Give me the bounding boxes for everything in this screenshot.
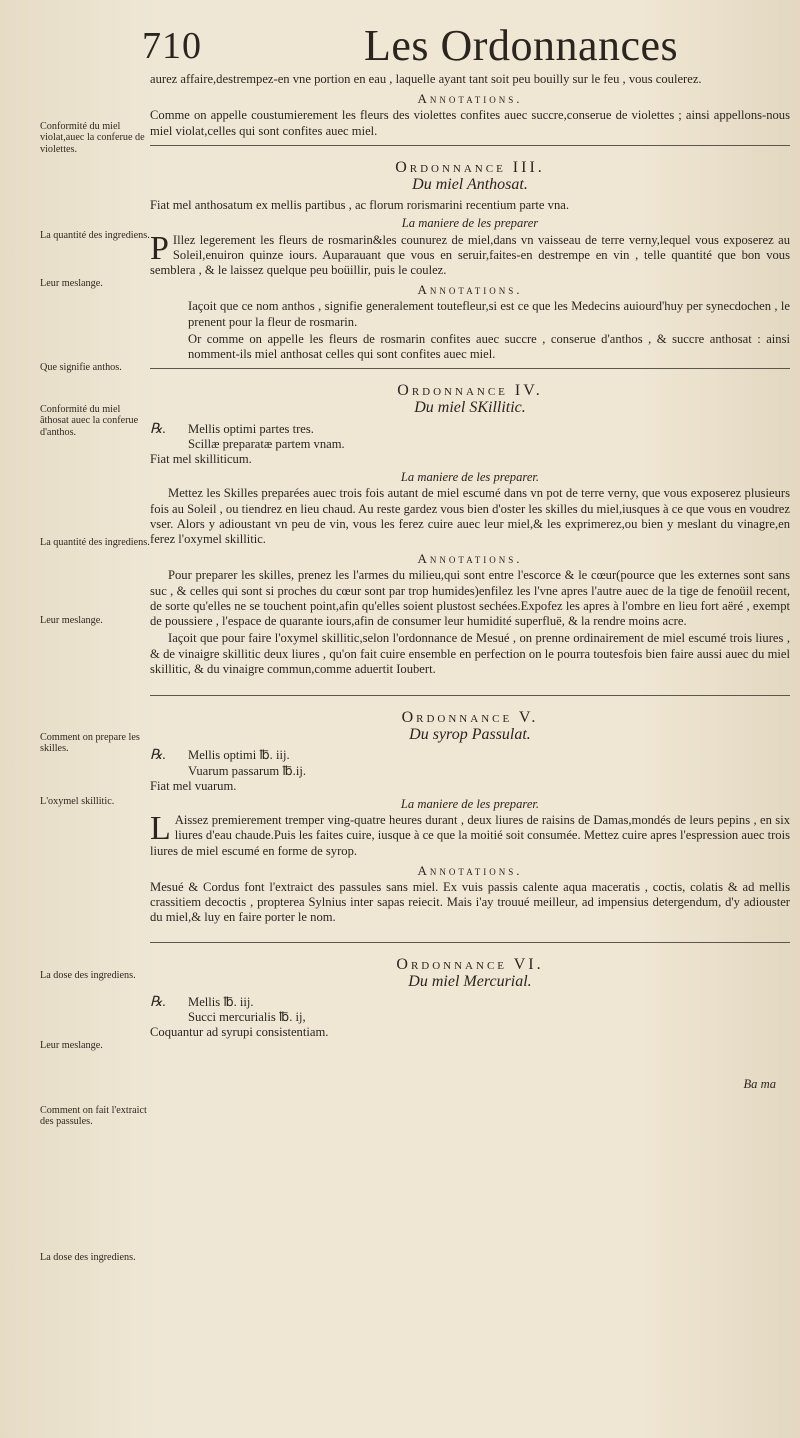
recipe-symbol: ℞. <box>150 994 167 1010</box>
page-body <box>150 72 790 1092</box>
catchword: Ba ma <box>743 1076 776 1091</box>
ingredient: Succi mercurialis ℔. ij, <box>188 1010 306 1025</box>
margin-note: Comment on prepare les skilles. <box>40 732 140 755</box>
margin-note: Leur meslange. <box>40 615 103 626</box>
preparation-paragraph <box>150 229 790 279</box>
section-rule <box>150 695 790 696</box>
recipe-symbol: ℞. <box>150 421 167 437</box>
ordonnance-subtitle: Du miel SKillitic. <box>414 399 526 417</box>
margin-note: La dose des ingrediens. <box>40 1252 136 1263</box>
margin-note: Conformité du miel violat,auec la conferue de violettes. <box>40 121 145 155</box>
section-rule <box>150 145 790 146</box>
preparation-heading: La maniere de les preparer <box>401 216 539 231</box>
preparation-heading: La maniere de les preparer. <box>400 470 540 485</box>
page-number: 710 <box>142 25 202 67</box>
formula: Fiat mel anthosatum ex mellis partibus , ac florum rorismarini recentium parte vna. <box>150 198 569 213</box>
ordonnance-heading: Ordonnance III. <box>395 158 545 176</box>
annotation-paragraph: Iaçoit que pour faire l'oxymel skillitic,selon l'ordonnance de Mesué , on prenne ordinairement de miel escumé trois liures , & de vinaigre skillitic deux liures , qu'on fait cuire ensemble en perfection on le pourra toutesfois bien faire aussi auec du miel skillitic, & du vinaigre commun,comme aduertit Ioubert. <box>150 631 790 676</box>
annotations-heading: Annotations. <box>417 551 523 567</box>
margin-note: La quantité des ingrediens. <box>40 537 150 548</box>
page-header <box>140 18 780 68</box>
margin-note: Que signifie anthos. <box>40 362 122 373</box>
annotation-paragraph: Comme on appelle coustumierement les fleurs des violettes confites auec succre,conserue de violettes ; ainsi appellons-nous miel violat,celles qui sont confites auec miel. <box>150 108 790 138</box>
preparation-text: Aissez premierement tremper ving-quatre heures durant , deux liures de raisins de Damas,mondés de leurs pepins , en six liures d'eau chaude.Puis les faites cuire, iusque à ce que la moitié soit consumée. Mettez cuire apres l'espression auec trois liures de miel escumé en forme de syrop. <box>150 813 790 858</box>
margin-note: Leur meslange. <box>40 1040 103 1051</box>
ordonnance-heading: Ordonnance VI. <box>396 955 544 973</box>
annotation-paragraph: Iaçoit que ce nom anthos , signifie generalement toutefleur,si est ce que les Medecins auiourd'huy per synecdochen , le prenent pour la fleur de rosmarin. <box>188 299 790 329</box>
preparation-text: Illez legerement les fleurs de rosmarin&les counurez de miel,dans vn vaisseau de terre verny,lequel vous exposerez au Soleil,enuiron quinze iours. Auparauant que vous en seruir,faites-en destrempe en vin , telle quantité que bon vous semblera , & le laissez quelque peu boüillir, puis le coulez. <box>150 232 790 278</box>
formula: Fiat mel skilliticum. <box>150 452 252 467</box>
margin-note: Comment on fait l'extraict des passules. <box>40 1105 147 1128</box>
section-rule <box>150 368 790 369</box>
ingredient: Mellis ℔. iij. <box>188 994 254 1009</box>
margin-note: L'oxymel skillitic. <box>40 796 115 807</box>
margin-note: La quantité des ingrediens. <box>40 230 150 241</box>
annotations-heading: Annotations. <box>417 282 523 298</box>
recipe-symbol: ℞. <box>150 748 167 764</box>
margin-note: Conformité du miel âthosat auec la conferue d'anthos. <box>40 404 139 438</box>
annotations-heading: Annotations. <box>417 91 523 107</box>
ingredient-line <box>150 422 790 437</box>
ingredient: Vuarum passarum ℔.ij. <box>188 763 306 778</box>
drop-cap: P <box>150 229 169 267</box>
ordonnance-heading: Ordonnance V. <box>401 708 539 726</box>
ingredient-line <box>150 748 790 763</box>
annotations-heading: Annotations. <box>417 862 523 878</box>
section-rule <box>150 942 790 943</box>
running-head: Les Ordonnances <box>364 21 679 70</box>
ordonnance-heading: Ordonnance IV. <box>397 382 543 400</box>
intro-paragraph: aurez affaire,destrempez-en vne portion en eau , laquelle ayant tant soit peu bouilly sur le feu , vous coulerez. <box>150 72 702 86</box>
ordonnance-subtitle: Du miel Anthosat. <box>412 176 528 194</box>
formula: Fiat mel vuarum. <box>150 778 237 793</box>
preparation-paragraph <box>150 810 790 859</box>
preparation-heading: La maniere de les preparer. <box>400 796 540 811</box>
annotation-paragraph: Mesué & Cordus font l'extraict des passules sans miel. Ex vuis passis calente aqua maceratis , coctis, colatis & ad mellis crassitiem decoctis , propterea Sylnius inter sapas reiecit. Mais i'ay trouué meilleur, ad impensius detergendum, d'y adiouster du miel,& luy en faire porter le nom. <box>150 879 790 925</box>
margin-note: La dose des ingrediens. <box>40 970 136 981</box>
annotation-paragraph: Or comme on appelle les fleurs de rosmarin confites auec succre , conserue d'anthos , & succre anthosat : ainsi nomment-ils miel anthosat celles qui sont confites auec miel. <box>188 331 790 362</box>
ordonnance-subtitle: Du syrop Passulat. <box>409 726 531 744</box>
ingredient: Mellis optimi partes tres. <box>188 421 314 436</box>
formula: Coquantur ad syrupi consistentiam. <box>150 1025 329 1040</box>
margin-note: Leur meslange. <box>40 278 103 289</box>
drop-cap: L <box>150 810 171 848</box>
ingredient: Scillæ preparatæ partem vnam. <box>188 436 345 451</box>
annotation-paragraph: Pour preparer les skilles, prenez les l'armes du milieu,qui sont entre l'escorce & le cœur(pource que les externes sont sans suc , & celles qui sont si proches du cœur sont par trop humides)enfilez les l'vne apres l'autre auec de la tige de fenoüil recent, de sorte qu'elles ne se touchent point,afin qu'elles soient plustost sechées.Expofez les apres à l'ombre en lieu fort aëré , exempt de poussiere , l'espace de quarante iours,afin de consumer leur humidité superfluë, & la rendre moins acre. <box>150 568 790 629</box>
ingredient: Mellis optimi ℔. iij. <box>188 748 290 763</box>
preparation-paragraph: Mettez les Skilles preparées auec trois fois autant de miel escumé dans vn pot de terre verny, que vous exposerez plusieurs fois au Soleil , ou tiendrez en lieu chaud. Au reste gardez vous bien d'oster les skilles du miel,iusques à ce que vous en voudrez vser. Alors y adioustant vn peu de vin, vous les ferez cuire auec leur miel,& les exprimerez,ou bien y meslant du vinagre,en ferez l'oxymel skillitic. <box>150 486 790 547</box>
ordonnance-subtitle: Du miel Mercurial. <box>408 972 532 990</box>
ingredient-line <box>150 995 790 1010</box>
